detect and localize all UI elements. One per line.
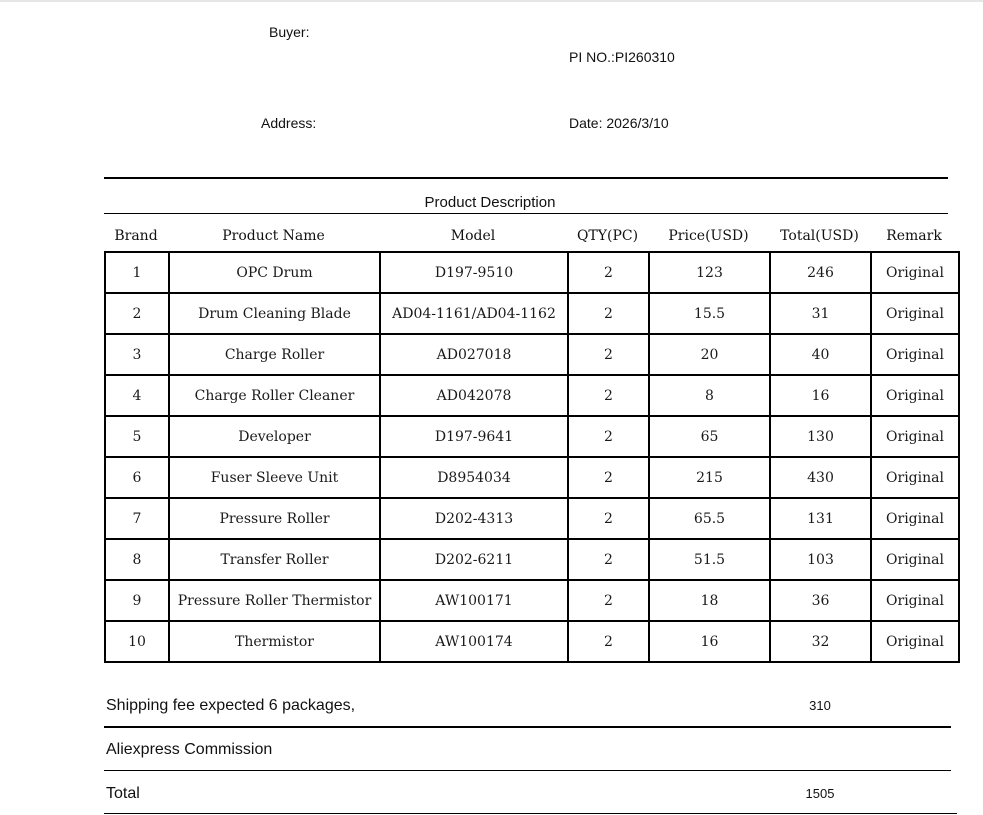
column-header-remark: Remark	[886, 228, 942, 244]
header-divider-bottom	[104, 213, 948, 214]
cell-remark: Original	[871, 498, 959, 539]
grand-total-value: 1505	[805, 786, 835, 801]
cell-model: AW100174	[380, 621, 568, 662]
shipping-fee-value: 310	[809, 698, 831, 713]
cell-total: 130	[770, 416, 871, 457]
cell-model: D202-6211	[380, 539, 568, 580]
cell-total: 31	[770, 293, 871, 334]
table-row	[105, 293, 959, 334]
cell-brand: 9	[105, 580, 169, 621]
total-divider	[104, 813, 957, 814]
cell-brand: 1	[105, 252, 169, 293]
cell-remark: Original	[871, 621, 959, 662]
section-title: Product Description	[424, 194, 556, 211]
table-row	[105, 580, 959, 621]
cell-qty: 2	[568, 334, 649, 375]
cell-product-name: Developer	[169, 416, 380, 457]
cell-remark: Original	[871, 375, 959, 416]
column-header-total: Total(USD)	[780, 228, 859, 244]
cell-model: D202-4313	[380, 498, 568, 539]
cell-price: 20	[649, 334, 770, 375]
cell-qty: 2	[568, 416, 649, 457]
cell-brand: 6	[105, 457, 169, 498]
commission-divider	[104, 770, 951, 771]
cell-price: 15.5	[649, 293, 770, 334]
cell-brand: 3	[105, 334, 169, 375]
cell-brand: 4	[105, 375, 169, 416]
cell-model: AD042078	[380, 375, 568, 416]
cell-qty: 2	[568, 252, 649, 293]
cell-remark: Original	[871, 539, 959, 580]
cell-model: D197-9641	[380, 416, 568, 457]
cell-total: 131	[770, 498, 871, 539]
invoice-date: Date: 2026/3/10	[569, 115, 669, 131]
cell-product-name: Charge Roller	[169, 334, 380, 375]
cell-model: AD027018	[380, 334, 568, 375]
cell-qty: 2	[568, 375, 649, 416]
product-table	[104, 251, 960, 663]
cell-product-name: Pressure Roller	[169, 498, 380, 539]
page-top-border	[0, 0, 983, 2]
cell-product-name: Drum Cleaning Blade	[169, 293, 380, 334]
shipping-fee-label: Shipping fee expected 6 packages,	[106, 697, 356, 714]
cell-product-name: Fuser Sleeve Unit	[169, 457, 380, 498]
cell-qty: 2	[568, 293, 649, 334]
cell-remark: Original	[871, 580, 959, 621]
cell-total: 40	[770, 334, 871, 375]
table-row	[105, 539, 959, 580]
cell-product-name: Pressure Roller Thermistor	[169, 580, 380, 621]
table-row	[105, 621, 959, 662]
cell-total: 36	[770, 580, 871, 621]
buyer-label: Buyer:	[269, 24, 310, 40]
shipping-divider	[104, 726, 951, 728]
table-row	[105, 416, 959, 457]
column-header-price: Price(USD)	[668, 228, 749, 244]
cell-remark: Original	[871, 334, 959, 375]
column-header-row	[104, 222, 958, 250]
cell-model: AD04-1161/AD04-1162	[380, 293, 568, 334]
cell-qty: 2	[568, 539, 649, 580]
cell-model: D197-9510	[380, 252, 568, 293]
cell-total: 430	[770, 457, 871, 498]
table-row	[105, 498, 959, 539]
cell-qty: 2	[568, 457, 649, 498]
cell-model: D8954034	[380, 457, 568, 498]
cell-qty: 2	[568, 621, 649, 662]
cell-price: 65	[649, 416, 770, 457]
address-label: Address:	[261, 115, 317, 131]
column-header-model: Model	[450, 228, 496, 244]
cell-total: 32	[770, 621, 871, 662]
cell-qty: 2	[568, 498, 649, 539]
total-label: Total	[106, 785, 140, 802]
cell-remark: Original	[871, 293, 959, 334]
cell-brand: 10	[105, 621, 169, 662]
cell-product-name: Transfer Roller	[169, 539, 380, 580]
cell-brand: 7	[105, 498, 169, 539]
cell-qty: 2	[568, 580, 649, 621]
table-row	[105, 334, 959, 375]
cell-price: 215	[649, 457, 770, 498]
cell-price: 123	[649, 252, 770, 293]
header-divider-top	[104, 177, 948, 179]
cell-remark: Original	[871, 252, 959, 293]
cell-brand: 5	[105, 416, 169, 457]
cell-price: 16	[649, 621, 770, 662]
cell-remark: Original	[871, 457, 959, 498]
cell-product-name: Charge Roller Cleaner	[169, 375, 380, 416]
cell-total: 103	[770, 539, 871, 580]
cell-product-name: Thermistor	[169, 621, 380, 662]
cell-price: 65.5	[649, 498, 770, 539]
cell-remark: Original	[871, 416, 959, 457]
column-header-product-name: Product Name	[222, 228, 325, 244]
column-header-brand: Brand	[114, 228, 158, 244]
cell-price: 51.5	[649, 539, 770, 580]
table-row	[105, 252, 959, 293]
cell-brand: 2	[105, 293, 169, 334]
column-header-qty: QTY(PC)	[576, 228, 639, 244]
commission-label: Aliexpress Commission	[106, 741, 273, 758]
cell-brand: 8	[105, 539, 169, 580]
cell-total: 16	[770, 375, 871, 416]
cell-price: 18	[649, 580, 770, 621]
table-row	[105, 457, 959, 498]
cell-total: 246	[770, 252, 871, 293]
cell-model: AW100171	[380, 580, 568, 621]
cell-product-name: OPC Drum	[169, 252, 380, 293]
pi-number: PI NO.:PI260310	[569, 49, 675, 65]
cell-price: 8	[649, 375, 770, 416]
table-row	[105, 375, 959, 416]
